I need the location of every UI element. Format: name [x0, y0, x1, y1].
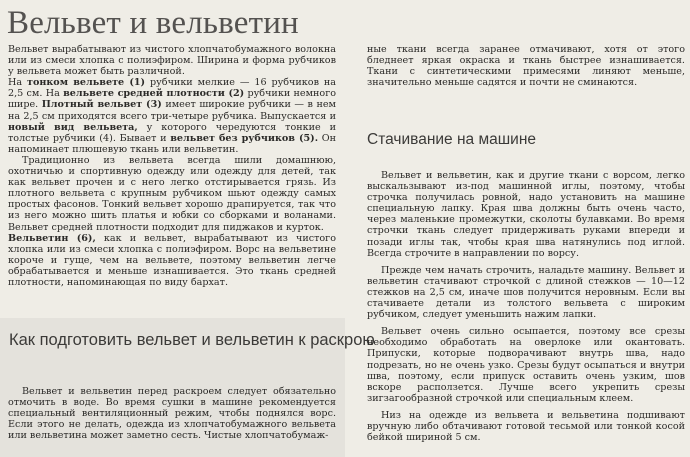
sewing-section-body	[367, 170, 685, 443]
type-3-term: Плотный вельвет (3)	[41, 99, 162, 111]
type-5-term: вельвет без рубчиков (5).	[170, 132, 319, 144]
uses-paragraph: Традиционно из вельвета всегда шили домашнюю, охотничью и спортивную одежду или одежду для детей, так как вельвет прочен и с него легко отстирывается грязь. Из плотного вельвета с крупным рубчиком шьют одежду самых простых фасонов. Тонкий вельвет хорошо драпируется, так что из него можно шить платья и юбки со сборками и воланами. Вельвет средней плотности подходит для пиджаков и курток.	[8, 154, 336, 233]
left-column	[8, 44, 336, 288]
intro-paragraph: Вельвет вырабатывают из чистого хлопчатобумажного волокна или из смеси хлопка с полиэфиром. Ширина и форма рубчиков у вельвета может быть различной.	[8, 44, 336, 78]
sewing-paragraph-4: Низ на одежде из вельвета и вельветина подшивают вручную либо обтачивают готовой тесьмой или тонкой косой бейкой шириной 5 см.	[367, 409, 685, 444]
type-1-pre: На	[8, 77, 28, 89]
type-3-text: имеет широкие рубчики — в нем на 2,5 см приходятся всего три-четыре рубчика. Выпускается и	[8, 99, 336, 122]
types-paragraph	[8, 77, 336, 155]
prepare-section-heading: Как подготовить вельвет и вельветин к раскрою	[9, 331, 375, 349]
sewing-paragraph-3: Вельвет очень сильно осыпается, поэтому все срезы необходимо обработать на оверлоке или окантовать. Припуски, которые подворачивают внутрь шва, надо подрезать, но не очень узко. Срезы будут осыпаться и внутри шва, поэтому, если припуск оставить очень узким, шов вскоре расползется. Лучше всего укрепить срезы зигзагообразной строчкой или специальным клеем.	[367, 326, 685, 404]
sewing-paragraph-1: Вельвет и вельветин, как и другие ткани с ворсом, легко выскальзывают из-под машинной иглы, поэтому, чтобы строчка получилась ровной, надо установить на машине специальную лапку. Края шва должны быть очень часто, через маленькие промежутки, сколоты булавками. Во время строчки ткань следует придерживать руками впереди и позади иглы так, чтобы края шва натянулись под иглой. Всегда строчите в направлении по ворсу.	[367, 170, 685, 259]
velveteen-text: как и вельвет, вырабатывают из чистого хлопка или из смеси хлопка с полиэфиром. Ворс на вельветине короче и гуще, чем на вельвете, поэтому вельветин легче обрабатывается и меньше изнашивается. Это ткань средней плотности, напоминающая по виду бархат.	[8, 232, 336, 288]
right-column-top	[367, 44, 685, 88]
type-4-term: новый вид вельвета,	[8, 121, 138, 133]
page-title: Вельвет и вельветин	[7, 5, 299, 41]
type-1-text: рубчики мелкие — 16 рубчиков на 2,5 см.	[8, 77, 336, 100]
prepare-section-body	[8, 386, 336, 441]
type-2-term: вельвете средней плотности (2)	[63, 88, 245, 100]
type-5-text: Он напоминает плюшевую ткань или вельветин.	[8, 132, 337, 155]
type-2-text: рубчики немного шире.	[8, 88, 337, 111]
velveteen-paragraph	[8, 233, 336, 288]
velveteen-term: Вельветин (6),	[8, 232, 96, 244]
type-2-pre: На	[45, 88, 64, 100]
continued-paragraph: ные ткани всегда заранее отмачивают, хотя от этого бледнеет яркая окраска и ткань быстрее изнашивается. Ткани с синтетическими примесями линяют меньше, значительно меньше садятся и почти не сминаются.	[367, 44, 685, 89]
type-4-text: у которого чередуются тонкие и толстые рубчики (4). Бывает и	[8, 121, 336, 144]
prepare-paragraph: Вельвет и вельветин перед раскроем следует обязательно отмочить в воде. Во время сушки в машине рекомендуется специальный вентиляционный режим, чтобы поднялся ворс. Если этого не делать, одежда из хлопчатобумажного вельвета или вельветина может заметно сесть. Чистые хлопчатобумаж-	[8, 386, 336, 442]
type-1-term: тонком вельвете (1)	[27, 77, 146, 89]
sewing-paragraph-2: Прежде чем начать строчить, наладьте машину. Вельвет и вельветин стачивают строчкой с длиной стежков — 10—12 стежков на 2,5 см, иначе шов получится неровным. Если вы стачиваете детали из толстого вельвета с широким рубчиком, следует уменьшить нажим лапки.	[367, 264, 685, 321]
sewing-section-heading: Стачивание на машине	[367, 131, 536, 148]
